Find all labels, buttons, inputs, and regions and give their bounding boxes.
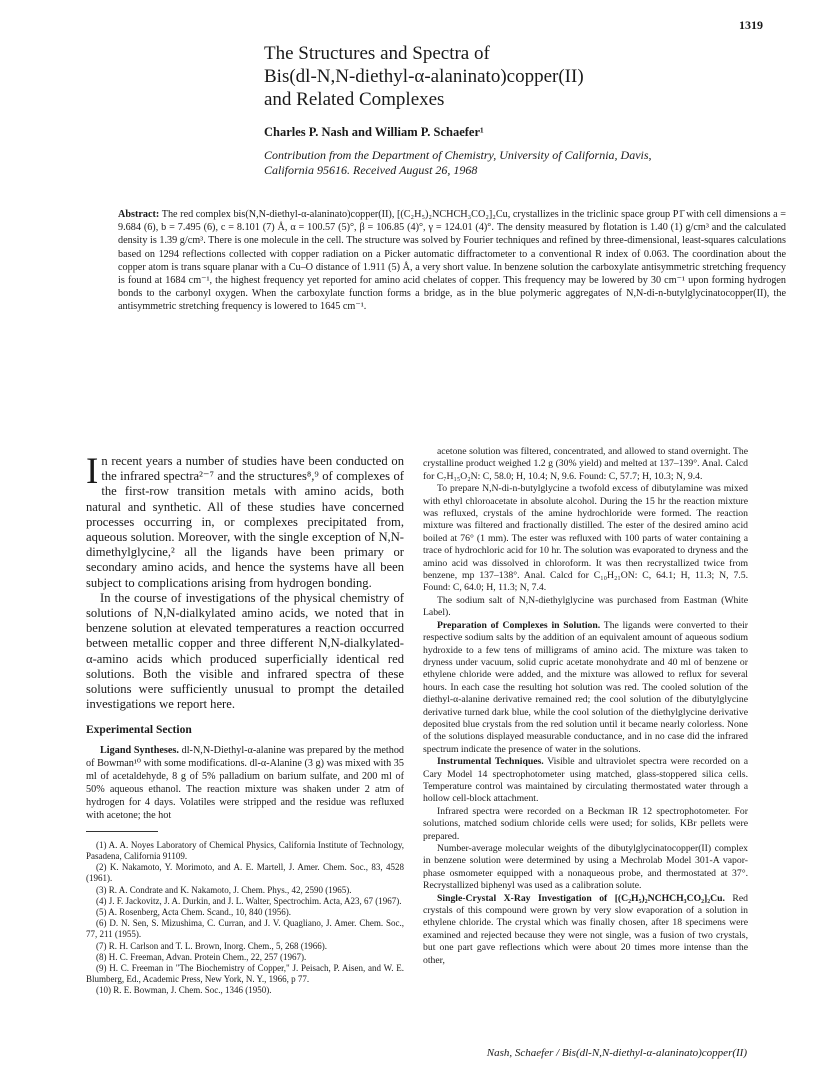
abstract-label: Abstract: [118,209,160,220]
intro-paragraph-2: In the course of investigations of the physical chemistry of solutions of N,N-dialkylated amino acids, we noted that in benzene solution at elevated temperatures a reaction occurred between metallic copper and three different N,N-dialkylated-α-amino acids which produced superficially identical red solutions. Both the visible and infrared spectra of these solutions were sufficiently unusual to prompt the detailed investigations we report here. [86,590,404,712]
preparation-paragraph [423,620,748,756]
abstract-text: The red complex bis(N,N-diethyl-α-alaninato)copper(II), [(C₂H₅)₂NCHCH₃CO₂]₂Cu, crystallizes in the triclinic space group P1̄ with cell dimensions a = 9.684 (6), b = 7.495 (6), c = 8.101 (7) Å, α = 100.57 (5)°, β = 106.85 (4)°, γ = 124.01 (4)°. The density measured by flotation is 1.40 (1) g/cm³ and the calculated density is 1.39 g/cm³. There is one molecule in the cell. The structure was solved by Fourier techniques and refined by three-dimensional, least-squares calculations based on 1294 reflections collected with copper radiation on a Picker automatic diffractometer to a conventional R index of 0.063. The coordination about the copper atom is trans square planar with a Cu–O distance of 1.911 (5) Å, a very short value. In benzene solution the carboxylate antisymmetric stretching frequency is found at 1684 cm⁻¹, the highest frequency yet reported for amino acid chelates of copper. This frequency may be lowered by 30 cm⁻¹ upon forming hydrogen bonds to the carbonyl oxygen. When the carboxylate function forms a bridge, as in the blue polymeric aggregates of N,N-di-n-butylglycinatocopper(II), the antisymmetric stretching frequency is lowered to 1645 cm⁻¹. [118,209,786,313]
footnotes [86,840,404,997]
paragraph-text: The ligands were converted to their respective sodium salts by the addition of an equivalent amount of aqueous sodium hydroxide to a few tens of milligrams of amino acid. The mixture was taken to dryness under vacuum, solid cupric acetate monohydrate and 40 ml of benzene or ethylene chloride were added, and the mixture was allowed to reflux for several hours. In each case the resulting hot solution was red. The cooled solution of the diethyl-α-alanine derivative remained red; the cool solution of the dibutylglycine derivative turned dark blue, while the cool solution of the diethylglycine derivative deposited blue crystals from the red solution until it became nearly colorless. None of the solutions displayed measurable conductance, and in no case did the infrared spectrum indicate the presence of water in the solutions. [423,619,748,755]
run-in-heading: Ligand Syntheses. [100,745,179,757]
paragraph: To prepare N,N-di-n-butylglycine a twofold excess of dibutylamine was mixed with ethyl chloroacetate in absolute alcohol. During the 15 hr the reaction mixture was refluxed, crystals of the amine hydrochloride were formed. The reaction mixture was filtered and fractionally distilled. The ester of the desired amino acid boiled at 76° (1 mm). The ester was refluxed with 100 parts of water containing a trace of hydrochloric acid for 10 hr. The solution was evaporated to dryness and the amino acid was dissolved in chloroform. It was then recrystallized twice from benzene, mp 137–138°. Anal. Calcd for C₁₀H₂₁ON: C, 64.1; H, 11.3; N, 7.5. Found: C, 64.0; H, 11.3; N, 7.4. [423,483,748,594]
intro-paragraph [86,451,404,591]
footnote: (7) R. H. Carlson and T. L. Brown, Inorg. Chem., 5, 268 (1966). [96,940,327,951]
section-heading: Experimental Section [86,724,192,737]
paragraph: The sodium salt of N,N-diethylglycine was purchased from Eastman (White Label). [423,594,748,619]
footnote-rule [86,831,158,832]
title-line: The Structures and Spectra of [264,43,490,64]
ligand-syntheses-paragraph [86,745,404,822]
footnote: (4) J. F. Jackovitz, J. A. Durkin, and J. L. Walter, Spectrochim. Acta, A23, 67 (1967). [96,895,402,906]
xray-paragraph [423,893,748,967]
right-column [423,446,748,967]
run-in-heading: Instrumental Techniques. [437,756,544,768]
paragraph: Number-average molecular weights of the dibutylglycinatocopper(II) complex in benzene solution were determined by using a Mechrolab Model 301-A vapor-phase osmometer equipped with a nonaqueous probe, and thermostated at 37°. Recrystallized biphenyl was used as a calibration solute. [423,843,748,892]
run-in-heading: Preparation of Complexes in Solution. [437,619,601,631]
footnote: (6) D. N. Sen, S. Mizushima, C. Curran, and J. V. Quagliano, J. Amer. Chem. Soc., 77, 211 (1955). [86,918,404,940]
footnote: (9) H. C. Freeman in "The Biochemistry of Copper," J. Peisach, P. Aisen, and W. E. Blumberg, Ed., Academic Press, New York, N. Y., 1966, p 77. [86,963,404,985]
instrumental-paragraph [423,756,748,806]
run-in-heading: Single-Crystal X-Ray Investigation of [(C₂H₅)₂NCHCH₃CO₂]₂Cu. [437,892,725,904]
footnote: (1) A. A. Noyes Laboratory of Chemical Physics, California Institute of Technology, Pasadena, California 91109. [86,839,404,861]
left-column [86,451,405,997]
affiliation [264,148,784,178]
affiliation-line: Contribution from the Department of Chemistry, University of California, Davis, [264,148,652,162]
paper-title [264,42,784,111]
drop-cap: I [86,451,99,492]
paragraph-text: Visible and ultraviolet spectra were recorded on a Cary Model 14 spectrophotometer using matched, glass-stoppered silica cells. Temperature control was maintained by circulating thermostated water through a hollow cell-block attachment. [423,756,749,805]
footnote: (2) K. Nakamoto, Y. Morimoto, and A. E. Martell, J. Amer. Chem. Soc., 83, 4528 (1961). [86,862,404,884]
paragraph-text: dl-N,N-Diethyl-α-alanine was prepared by the method of Bowman¹⁰ with some modifications. dl-α-Alanine (3 g) was mixed with 35 ml of acetaldehyde, 8 g of 5% palladium on barium sulfate, and 200 ml of 50% aqueous ethanol. The reaction mixture was shaken under 2 atm of hydrogen for 4 days. Volatiles were stripped and the residue was refluxed with acetone; the hot [86,745,405,821]
footnote: (5) A. Rosenberg, Acta Chem. Scand., 10, 840 (1956). [96,907,292,918]
footnote: (3) R. A. Condrate and K. Nakamoto, J. Chem. Phys., 42, 2590 (1965). [96,884,352,895]
title-block [264,42,784,178]
paragraph: acetone solution was filtered, concentrated, and allowed to stand overnight. The crystalline product weighed 1.2 g (30% yield) and melted at 137–139°. Anal. Calcd for C₇H₁₅O₂N: C, 58.0; H, 10.4; N, 9.6. Found: C, 57.7; H, 10.3; N, 9.4. [423,446,748,482]
affiliation-line: California 95616. Received August 26, 1968 [264,163,478,177]
intro-text: n recent years a number of studies have been conducted on the infrared spectra²⁻⁷ and the structures⁸,⁹ of complexes of the first-row transition metals with amino acids, both natural and synthetic. All of these studies have concerned processes occurring in, or complexes precipitated from, aqueous solution. Moreover, with the single exception of N,N-dimethylglycine,² all the ligands have been primary or secondary amino acids, and hence the systems have all been subject to complications arising from hydrogen bonding. [86,454,404,590]
running-footer: Nash, Schaefer / Bis(dl-N,N-diethyl-α-alaninato)copper(II) [486,1047,747,1059]
page-number: 1319 [739,18,763,32]
footnote: (8) H. C. Freeman, Advan. Protein Chem., 22, 257 (1967). [96,951,307,962]
title-line: Bis(dl-N,N-diethyl-α-alaninato)copper(II) [264,66,584,87]
paragraph-text: Red crystals of this compound were grown by very slow evaporation of a solution in ethylene chloride. The crystal which was finally chosen, after 18 specimens were examined and rejected because they were not single, was a fusion of two crystals, but one part gave reflections which were about 20 times more intense than the other, [423,892,749,966]
footnote: (10) R. E. Bowman, J. Chem. Soc., 1346 (1950). [96,985,272,996]
authors: Charles P. Nash and William P. Schaefer¹ [264,125,484,139]
abstract [118,208,786,314]
title-line: and Related Complexes [264,89,445,110]
paragraph: Infrared spectra were recorded on a Beckman IR 12 spectrophotometer. For solutions, matched sodium chloride cells were used; for solids, KBr pellets were prepared. [423,805,748,842]
